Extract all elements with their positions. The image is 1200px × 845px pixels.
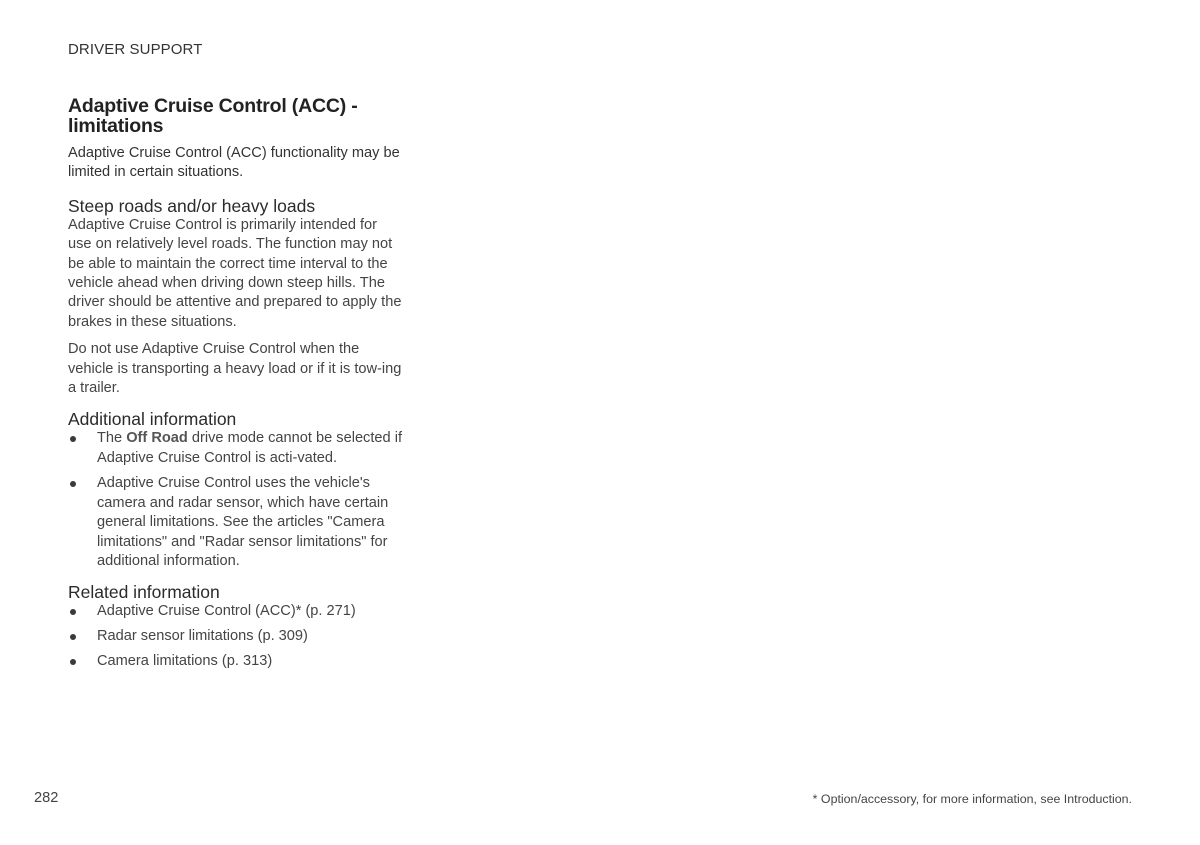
bullet-icon (70, 609, 76, 615)
footnote: * Option/accessory, for more information, see Introduction. (812, 792, 1132, 806)
related-info-heading: Related information (68, 582, 220, 603)
bullet-icon (70, 634, 76, 640)
list-item (68, 429, 404, 468)
steep-roads-heading: Steep roads and/or heavy loads (68, 195, 316, 216)
article-column (68, 96, 404, 672)
article-title (68, 96, 404, 136)
related-info-list (68, 602, 404, 671)
item-text: Adaptive Cruise Control uses the vehicle's camera and radar sensor, which have certain general limitations. See the articles "Camera limitations" and "Radar sensor limitations" for additional information. (97, 475, 389, 569)
steep-roads-paragraph-2: Do not use Adaptive Cruise Control when the vehicle is transporting a heavy load or if it is tow-ing a trailer. (68, 341, 402, 397)
bullet-icon (70, 659, 76, 665)
bullet-icon (70, 481, 76, 487)
steep-roads-paragraph-1: Adaptive Cruise Control is primarily intended for use on relatively level roads. The function may not be able to maintain the correct time interval to the vehicle ahead when driving down steep hills. The driver should be attentive and prepared to apply the brakes in these situations. (68, 216, 402, 330)
section-header: DRIVER SUPPORT (68, 41, 203, 58)
additional-info-list (68, 429, 404, 571)
related-link-camera[interactable] (68, 652, 404, 671)
bullet-icon (70, 436, 76, 442)
item-text: The (97, 430, 127, 447)
intro-paragraph: Adaptive Cruise Control (ACC) functionality may be limited in certain situations. (68, 145, 400, 181)
off-road-mode-label: Off Road (126, 430, 188, 447)
additional-info-heading: Additional information (68, 409, 237, 430)
page-number: 282 (34, 790, 59, 806)
item-text: drive mode cannot be selected if Adaptive Cruise Control is acti-vated. (97, 430, 402, 466)
article-title-line-2: limitations (68, 115, 164, 137)
article-title-line-1: Adaptive Cruise Control (ACC) - (68, 95, 358, 117)
related-link-acc[interactable] (68, 602, 404, 621)
related-link-text: Camera limitations (p. 313) (97, 653, 273, 670)
related-link-text: Radar sensor limitations (p. 309) (97, 628, 308, 645)
related-link-text: Adaptive Cruise Control (ACC)* (p. 271) (97, 603, 356, 620)
list-item (68, 474, 404, 571)
related-link-radar[interactable] (68, 627, 404, 646)
